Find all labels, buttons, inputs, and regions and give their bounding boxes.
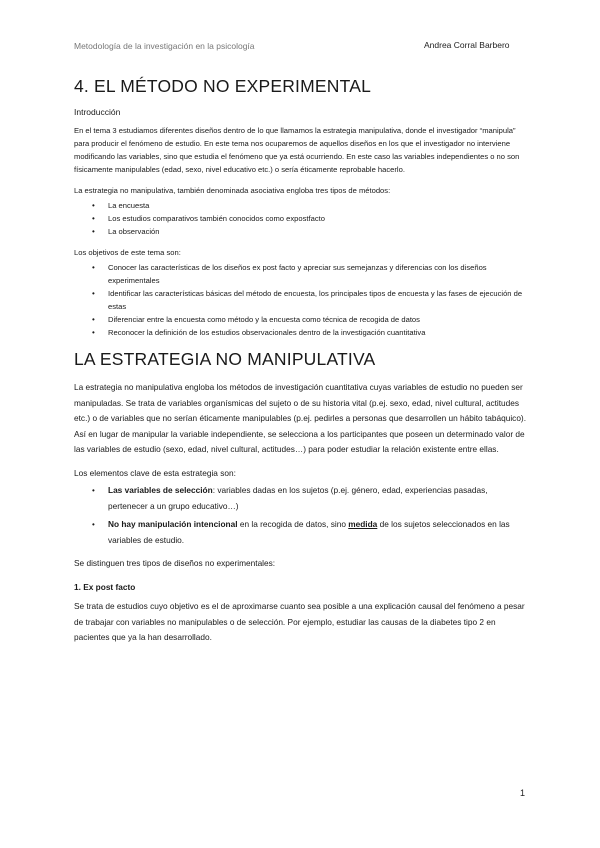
list-item (108, 483, 528, 514)
objectives-intro: Los objetivos de este tema son: (74, 248, 181, 257)
methods-list (74, 199, 528, 238)
key-term: No hay manipulación intencional (108, 519, 238, 529)
expost-heading: 1. Ex post facto (74, 581, 136, 592)
key-definition: : variables dadas en los sujetos (p.ej. género, edad, experiencias pasadas, pertenecer a un grupo educativo…) (108, 485, 488, 511)
designs-intro: Se distinguen tres tipos de diseños no experimentales: (74, 558, 276, 568)
list-item: • La encuesta (108, 199, 528, 212)
list-item: • Identificar las características básicas del método de encuesta, los principales tipos de encuesta y las fases de ejecución de estas (108, 287, 528, 313)
list-item: • Reconocer la definición de los estudios observacionales dentro de la investigación cuantitativa (108, 326, 528, 339)
intro-paragraph: En el tema 3 estudiamos diferentes diseños dentro de lo que llamamos la estrategia manipulativa, donde el investigador “manipula” para producir el fenómeno de estudio. En este tema nos ocuparemos de aquellos diseños en los que el investigador no interviene modificando las variables, sino que estudia el fenómeno que ya está ocurriendo. En este caso las variables independientes o no son físicamente manipulables (edad, sexo, nivel educativo etc.) o sería éticamente reprobable hacerlo. (74, 126, 520, 174)
methods-intro: La estrategia no manipulativa, también denominada asociativa engloba tres tipos de métodos: (74, 186, 391, 195)
expost-paragraph: Se trata de estudios cuyo objetivo es el de aproximarse cuanto sea posible a una explicación causal del fenómeno a pesar de trabajar con variables no manipulables o de selección. Por ejemplo, estudiar las causas de la diabetes tipo 2 en pacientes que ya la han desarrollado. (74, 601, 525, 642)
list-item: • Los estudios comparativos también conocidos como expostfacto (108, 212, 528, 225)
intro-heading: Introducción (74, 107, 121, 117)
list-item: • Diferenciar entre la encuesta como método y la encuesta como técnica de recogida de datos (108, 313, 528, 326)
objectives-list (74, 261, 528, 339)
list-item: • Conocer las características de los diseños ex post facto y apreciar sus semejanzas y diferencias con los diseños experimentales (108, 261, 528, 287)
list-item (108, 517, 528, 548)
page-number: 1 (520, 788, 526, 798)
key-term: Las variables de selección (108, 485, 213, 495)
key-definition: en la recogida de datos, sino (237, 519, 349, 529)
header-course: Metodología de la investigación en la psicología (74, 41, 255, 51)
strategy-title: LA ESTRATEGIA NO MANIPULATIVA (74, 349, 376, 369)
key-definition: de los sujetos seleccionados en las variables de estudio. (108, 519, 510, 545)
list-item: • La observación (108, 225, 528, 238)
section-title: 4. EL MÉTODO NO EXPERIMENTAL (74, 76, 372, 96)
strategy-paragraph: La estrategia no manipulativa engloba los métodos de investigación cuantitativa cuyas variables de estudio no pueden ser manipuladas. Se trata de variables organísmicas del sujeto o de su historia vital (p.ej. sexo, edad, nivel cultural, actitudes etc.) o de variables que no serían éticamente manipulables (p.ej. pedirles a personas que desarrollen un hábito tabáquico). Así en lugar de manipular la variable independiente, se selecciona a los participantes que poseen un determinado valor de las variables de estudio (sexo, edad, nivel cultural, actitudes…) para poder estudiar la relación existente entre ellas. (74, 382, 526, 454)
key-elements-list (74, 483, 528, 548)
header-author: Andrea Corral Barbero (424, 40, 510, 50)
document-body (74, 76, 528, 646)
key-emphasis: medida (348, 519, 378, 529)
key-elements-intro: Los elementos clave de esta estrategia son: (74, 467, 236, 478)
